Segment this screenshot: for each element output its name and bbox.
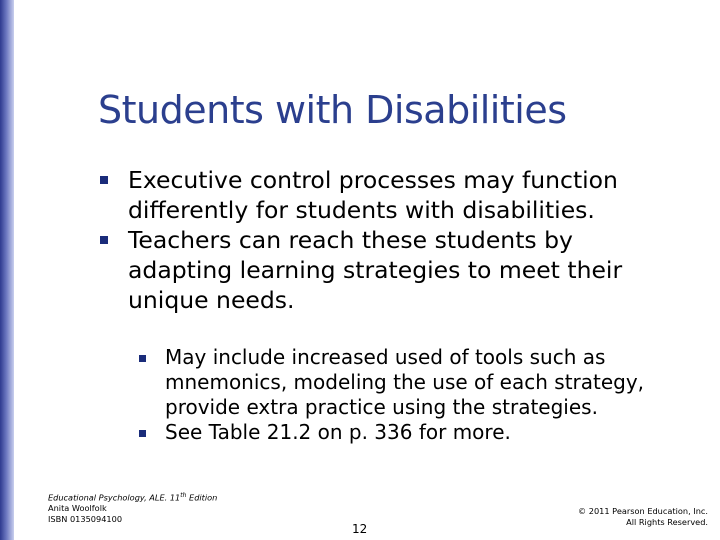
- footer-isbn: ISBN 0135094100: [48, 513, 123, 524]
- bullet-line: unique needs.: [128, 286, 295, 314]
- sub-bullet-line: May include increased used of tools such as: [165, 345, 606, 369]
- rights-line: All Rights Reserved.: [626, 517, 708, 527]
- square-bullet-icon: [139, 355, 146, 362]
- bullet-item: [98, 165, 698, 225]
- bullet-line: Teachers can reach these students by: [128, 226, 573, 254]
- footer-edition-sup: th: [180, 492, 187, 499]
- bullet-line: Executive control processes may function: [128, 166, 618, 194]
- slide-title: Students with Disabilities: [98, 88, 567, 132]
- main-bullet-list: [98, 165, 698, 315]
- page-number: 12: [352, 522, 368, 536]
- sub-bullet-line: mnemonics, modeling the use of each strategy,: [165, 370, 645, 394]
- square-bullet-icon: [100, 176, 108, 184]
- left-gradient-bar: [0, 0, 14, 540]
- sub-bullet-line: provide extra practice using the strategies.: [165, 395, 598, 419]
- square-bullet-icon: [100, 236, 108, 244]
- bullet-item: [98, 225, 698, 315]
- title-divider: [98, 142, 658, 144]
- footer-book-info: [48, 491, 217, 524]
- sub-bullet-line: See Table 21.2 on p. 336 for more.: [165, 420, 511, 444]
- copyright-line: © 2011 Pearson Education, Inc.: [577, 506, 708, 516]
- footer-copyright: [578, 506, 708, 528]
- footer-book-title-line: [48, 491, 217, 503]
- footer-author: Anita Woolfolk: [48, 503, 107, 514]
- square-bullet-icon: [139, 430, 146, 437]
- footer-edition-word: Edition: [189, 492, 218, 503]
- sub-bullet-list: [165, 345, 705, 445]
- footer-book-title: Educational Psychology, ALE. 11: [48, 492, 181, 503]
- sub-bullet-item: [165, 345, 705, 420]
- sub-bullet-item: [165, 420, 705, 445]
- bullet-line: adapting learning strategies to meet their: [128, 256, 623, 284]
- bullet-line: differently for students with disabilities.: [128, 196, 595, 224]
